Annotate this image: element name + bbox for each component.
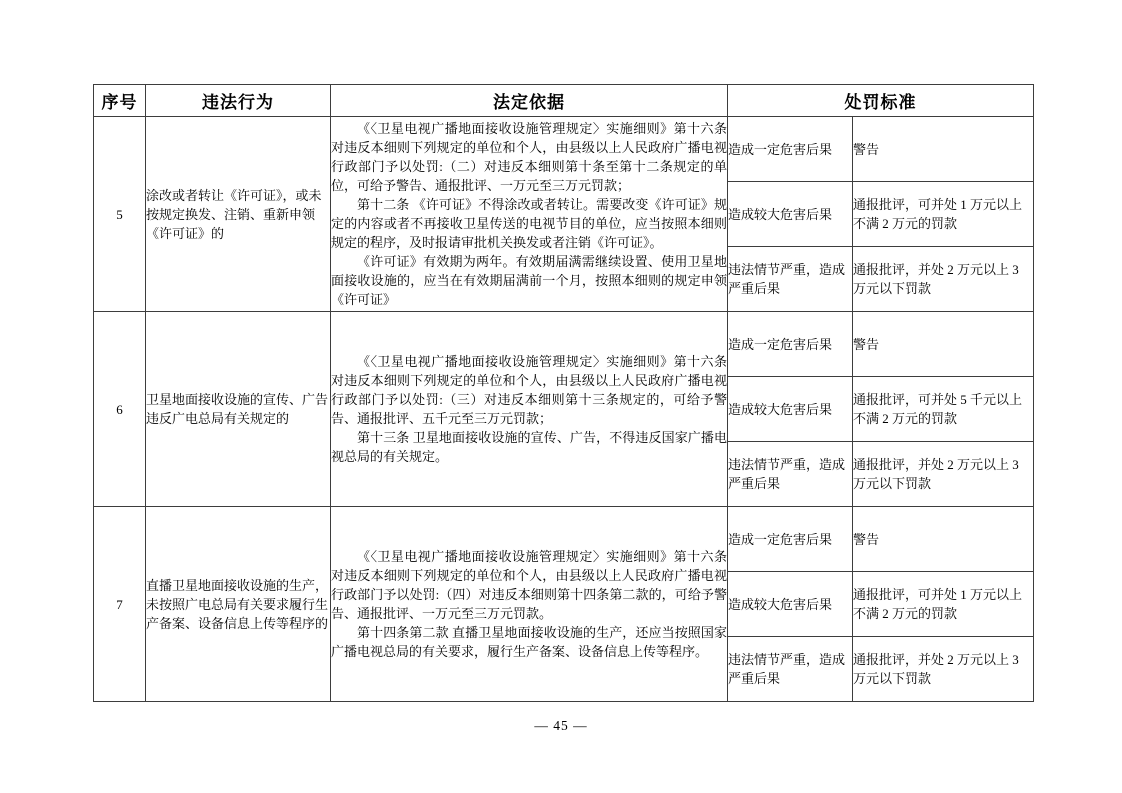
cell-condition: 造成一定危害后果: [728, 312, 853, 377]
table-row: [94, 507, 1034, 572]
cell-penalty: 通报批评，可并处 5 千元以上不满 2 万元的罚款: [853, 377, 1034, 442]
cell-condition: 造成一定危害后果: [728, 507, 853, 572]
cell-violation: 卫星地面接收设施的宣传、广告违反广电总局有关规定的: [146, 312, 331, 507]
cell-penalty: 警告: [853, 507, 1034, 572]
cell-condition: 违法情节严重，造成严重后果: [728, 247, 853, 312]
legal-paragraph: 《〈卫星电视广播地面接收设施管理规定〉实施细则》第十六条 对违反本细则下列规定的单位和个人，由县级以上人民政府广播电视行政部门予以处罚:（四）对违反本细则第十四条第二款的，可给予警告、通报批评、一万元至三万元罚款。: [331, 549, 727, 621]
page-number: — 45 —: [534, 718, 588, 733]
header-legal-basis: 法定依据: [331, 85, 728, 117]
cell-condition: 违法情节严重，造成严重后果: [728, 442, 853, 507]
cell-penalty: 通报批评，可并处 1 万元以上不满 2 万元的罚款: [853, 182, 1034, 247]
legal-paragraph: 《〈卫星电视广播地面接收设施管理规定〉实施细则》第十六条 对违反本细则下列规定的单位和个人，由县级以上人民政府广播电视行政部门予以处罚:（二）对违反本细则第十条至第十二条规定的单位，可给予警告、通报批评、一万元至三万元罚款；: [331, 121, 727, 193]
table-row: [94, 312, 1034, 377]
header-no: 序号: [94, 85, 146, 117]
legal-paragraph: 第十四条第二款 直播卫星地面接收设施的生产，还应当按照国家广播电视总局的有关要求，履行生产备案、设备信息上传等程序。: [331, 625, 727, 659]
cell-legal-basis: [331, 312, 728, 507]
cell-condition: 造成一定危害后果: [728, 117, 853, 182]
cell-penalty: 警告: [853, 117, 1034, 182]
legal-paragraph: 《〈卫星电视广播地面接收设施管理规定〉实施细则》第十六条 对违反本细则下列规定的单位和个人，由县级以上人民政府广播电视行政部门予以处罚:（三）对违反本细则第十三条规定的，可给予警告、通报批评、五千元至三万元罚款；: [331, 354, 727, 426]
cell-condition: 违法情节严重，造成严重后果: [728, 637, 853, 702]
header-penalty-standard: 处罚标准: [728, 85, 1034, 117]
cell-condition: 造成较大危害后果: [728, 182, 853, 247]
cell-legal-basis: [331, 117, 728, 312]
legal-paragraph: 《许可证》有效期为两年。有效期届满需继续设置、使用卫星地面接收设施的，应当在有效期届满前一个月，按照本细则的规定申领《许可证》: [331, 254, 727, 307]
cell-legal-basis: [331, 507, 728, 702]
cell-penalty: 通报批评，并处 2 万元以上 3 万元以下罚款: [853, 247, 1034, 312]
cell-penalty: 通报批评，并处 2 万元以上 3 万元以下罚款: [853, 442, 1034, 507]
legal-paragraph: 第十三条 卫星地面接收设施的宣传、广告，不得违反国家广播电视总局的有关规定。: [331, 430, 727, 464]
legal-paragraph: 第十二条 《许可证》不得涂改或者转让。需要改变《许可证》规定的内容或者不再接收卫星传送的电视节目的单位，应当按照本细则规定的程序，及时报请审批机关换发或者注销《许可证》。: [331, 197, 727, 250]
cell-penalty: 通报批评，可并处 1 万元以上不满 2 万元的罚款: [853, 572, 1034, 637]
penalty-table: [93, 84, 1034, 702]
cell-condition: 造成较大危害后果: [728, 377, 853, 442]
cell-penalty: 通报批评，并处 2 万元以上 3 万元以下罚款: [853, 637, 1034, 702]
table-row: [94, 117, 1034, 182]
cell-no: 7: [94, 507, 146, 702]
header-row: [94, 85, 1034, 117]
header-violation: 违法行为: [146, 85, 331, 117]
cell-violation: 涂改或者转让《许可证》，或未按规定换发、注销、重新申领《许可证》的: [146, 117, 331, 312]
cell-condition: 造成较大危害后果: [728, 572, 853, 637]
cell-violation: 直播卫星地面接收设施的生产，未按照广电总局有关要求履行生产备案、设备信息上传等程序的: [146, 507, 331, 702]
cell-penalty: 警告: [853, 312, 1034, 377]
cell-no: 5: [94, 117, 146, 312]
cell-no: 6: [94, 312, 146, 507]
